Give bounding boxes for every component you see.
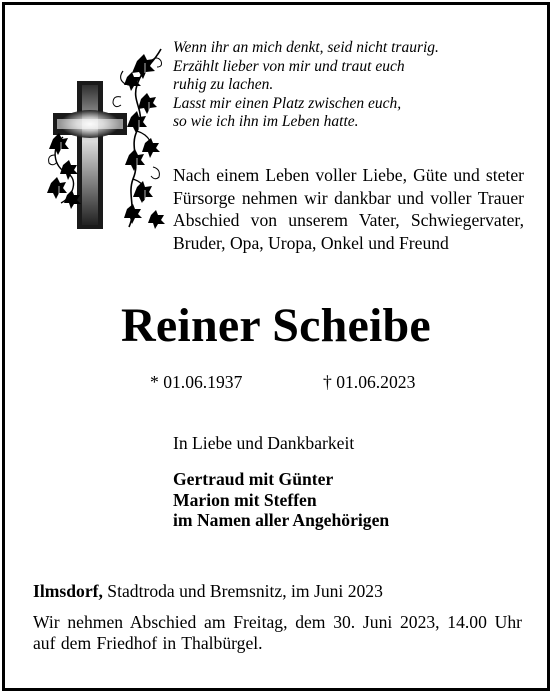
place-date-line <box>33 580 383 602</box>
obituary-notice <box>2 2 550 691</box>
poem-line: Wenn ihr an mich denkt, seid nicht traurig. <box>173 39 439 56</box>
poem-line: Lasst mir einen Platz zwischen euch, <box>173 94 402 112</box>
birth-date: * 01.06.1937 <box>150 372 243 392</box>
poem-line: Erzählt lieber von mir und traut euch <box>173 57 405 75</box>
mourners-list <box>173 469 389 531</box>
mourner-line: im Namen aller Angehörigen <box>173 510 390 530</box>
mourner-line: Marion mit Steffen <box>173 489 317 510</box>
place-town: Ilmsdorf, <box>33 581 103 601</box>
mourner-line: Gertraud mit Günter <box>173 469 334 489</box>
death-date: † 01.06.2023 <box>323 372 416 392</box>
gratitude-line: In Liebe und Dankbarkeit <box>173 433 355 453</box>
cross-with-ivy-icon <box>33 27 169 233</box>
poem-line: ruhig zu lachen. <box>173 76 274 93</box>
intro-text: Nach einem Leben voller Liebe, Güte und steter Fürsorge nehmen wir dankbar und voller Trauer Abschied von unserem Vater, Schwiegervater, Bruder, Opa, Uropa, Onkel und Freund <box>173 165 524 253</box>
poem <box>173 39 523 132</box>
deceased-name: Reiner Scheibe <box>121 299 431 352</box>
poem-line: so wie ich ihn im Leben hatte. <box>173 113 359 130</box>
funeral-details: Wir nehmen Abschied am Freitag, dem 30. Juni 2023, 14.00 Uhr auf dem Friedhof in Thalbürgel. <box>33 612 522 653</box>
place-rest: Stadtroda und Bremsnitz, im Juni 2023 <box>102 581 383 601</box>
